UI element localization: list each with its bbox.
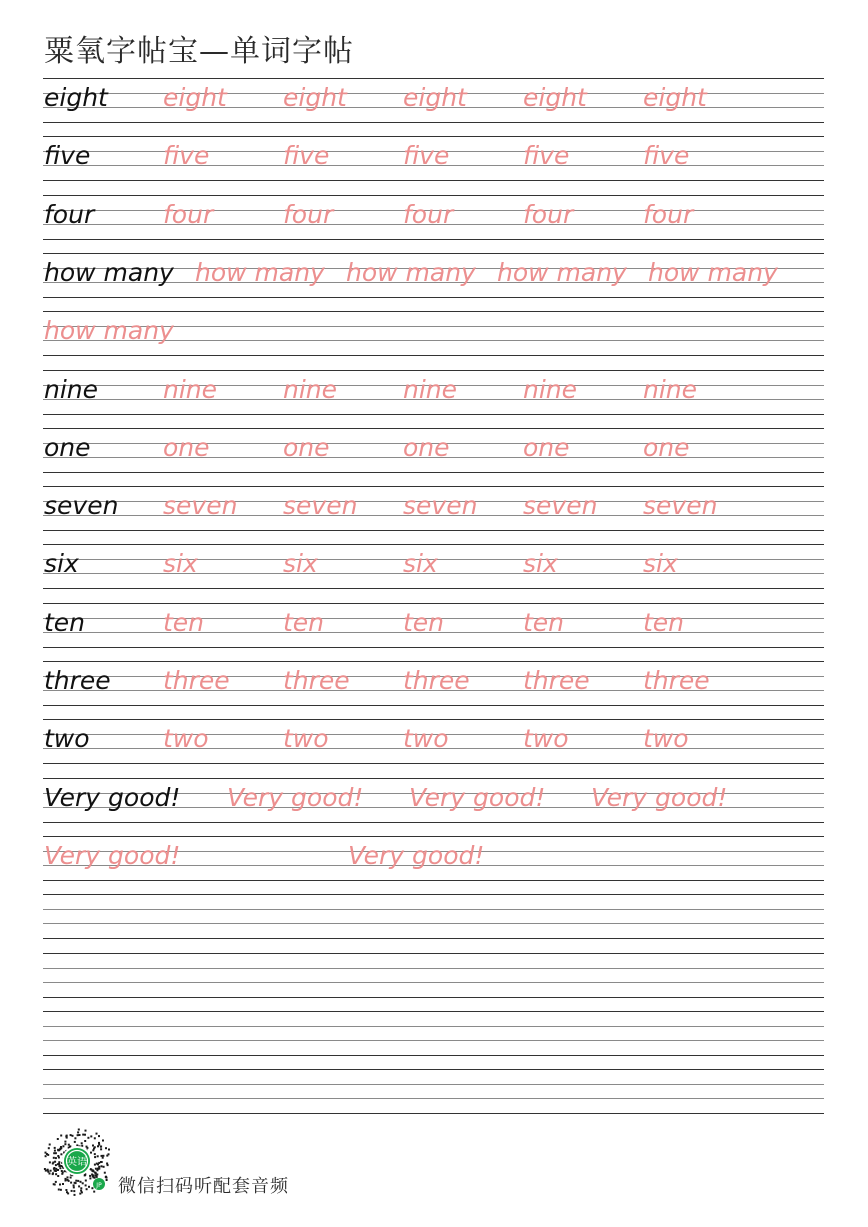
ruled-line: [43, 836, 824, 837]
ruled-line: [43, 195, 824, 196]
practice-word: three: [44, 666, 111, 695]
ruled-line: [43, 486, 824, 487]
practice-word: nine: [44, 374, 99, 404]
practice-word: ten: [44, 607, 86, 637]
ruled-line: [43, 414, 824, 415]
footer-caption: 微信扫码听配套音频: [118, 1176, 289, 1197]
trace-word: seven: [523, 491, 598, 521]
trace-word: five: [283, 141, 330, 171]
trace-word: six: [643, 549, 678, 579]
trace-word: Very good!: [348, 840, 485, 870]
ruled-line: [43, 982, 824, 983]
trace-word: seven: [283, 491, 358, 521]
trace-word: three: [283, 666, 350, 695]
ruled-line: [43, 880, 824, 881]
trace-word: how many: [195, 257, 325, 287]
trace-word: seven: [643, 491, 718, 521]
trace-word: three: [403, 666, 470, 695]
trace-word: six: [163, 549, 198, 579]
trace-word: Very good!: [591, 782, 728, 812]
ruled-line: [43, 472, 824, 473]
ruled-line: [43, 1055, 824, 1056]
trace-word: eight: [163, 83, 227, 112]
ruled-line: [43, 136, 824, 137]
trace-word: two: [283, 724, 329, 754]
ruled-line: [43, 544, 824, 545]
trace-word: four: [403, 199, 454, 229]
trace-word: six: [283, 549, 318, 579]
trace-word: ten: [163, 607, 205, 637]
trace-word: eight: [283, 83, 347, 112]
ruled-line: [43, 953, 824, 954]
trace-word: five: [523, 141, 570, 171]
ruled-line: [43, 1113, 824, 1114]
ruled-line: [43, 1040, 824, 1041]
trace-word: one: [403, 432, 450, 462]
trace-word: five: [643, 141, 690, 171]
ruled-line: [43, 778, 824, 779]
trace-word: one: [523, 432, 570, 462]
practice-word: Very good!: [44, 782, 181, 812]
ruled-line: [43, 647, 824, 648]
ruled-line: [43, 705, 824, 706]
ruled-line: [43, 355, 824, 356]
ruled-line: [43, 938, 824, 939]
ruled-line: [43, 428, 824, 429]
ruled-line: [43, 78, 824, 79]
page-title: 粟氧字帖宝—单词字帖: [44, 34, 354, 69]
trace-word: three: [523, 666, 590, 695]
ruled-line: [43, 1026, 824, 1027]
trace-word: three: [643, 666, 710, 695]
trace-word: ten: [283, 607, 325, 637]
ruled-line: [43, 822, 824, 823]
ruled-line: [43, 1098, 824, 1099]
trace-word: Very good!: [409, 782, 546, 812]
trace-word: how many: [44, 316, 174, 346]
trace-word: Very good!: [44, 840, 181, 870]
practice-word: eight: [44, 83, 108, 112]
trace-word: four: [163, 199, 214, 229]
trace-word: nine: [523, 374, 578, 404]
practice-word: two: [44, 724, 90, 754]
ruled-line: [43, 588, 824, 589]
trace-word: how many: [648, 257, 778, 287]
ruled-line: [43, 311, 824, 312]
trace-word: two: [163, 724, 209, 754]
trace-word: ten: [643, 607, 685, 637]
qr-code-icon: [42, 1126, 112, 1196]
practice-word: four: [44, 199, 95, 229]
qr-sub-badge: JP: [96, 1182, 102, 1189]
ruled-line: [43, 661, 824, 662]
trace-word: eight: [523, 83, 587, 112]
ruled-line: [43, 1084, 824, 1085]
practice-word: five: [44, 141, 91, 171]
trace-word: ten: [403, 607, 445, 637]
ruled-line: [43, 894, 824, 895]
ruled-line: [43, 1011, 824, 1012]
practice-word: one: [44, 432, 91, 462]
trace-word: one: [643, 432, 690, 462]
ruled-line: [43, 253, 824, 254]
trace-word: six: [403, 549, 438, 579]
trace-word: nine: [283, 374, 338, 404]
ruled-line: [43, 763, 824, 764]
trace-word: nine: [643, 374, 698, 404]
trace-word: four: [523, 199, 574, 229]
ruled-line: [43, 180, 824, 181]
trace-word: two: [643, 724, 689, 754]
trace-word: Very good!: [227, 782, 364, 812]
trace-word: eight: [403, 83, 467, 112]
trace-word: ten: [523, 607, 565, 637]
ruled-line: [43, 122, 824, 123]
ruled-line: [43, 997, 824, 998]
trace-word: four: [643, 199, 694, 229]
ruled-line: [43, 909, 824, 910]
ruled-line: [43, 719, 824, 720]
ruled-line: [43, 923, 824, 924]
trace-word: eight: [643, 83, 707, 112]
trace-word: one: [283, 432, 330, 462]
trace-word: seven: [403, 491, 478, 521]
trace-word: four: [283, 199, 334, 229]
practice-word: seven: [44, 491, 119, 521]
ruled-line: [43, 968, 824, 969]
qr-code[interactable]: [42, 1126, 112, 1196]
ruled-line: [43, 239, 824, 240]
ruled-line: [43, 1069, 824, 1070]
trace-word: nine: [163, 374, 218, 404]
trace-word: nine: [403, 374, 458, 404]
trace-word: how many: [497, 257, 627, 287]
qr-badge-label: 英语: [67, 1157, 87, 1168]
ruled-line: [43, 297, 824, 298]
trace-word: five: [163, 141, 210, 171]
trace-word: two: [403, 724, 449, 754]
practice-word: how many: [44, 257, 174, 287]
trace-word: one: [163, 432, 210, 462]
trace-word: five: [403, 141, 450, 171]
ruled-line: [43, 603, 824, 604]
ruled-line: [43, 370, 824, 371]
practice-word: six: [44, 549, 79, 579]
trace-word: six: [523, 549, 558, 579]
ruled-line: [43, 530, 824, 531]
trace-word: how many: [346, 257, 476, 287]
trace-word: three: [163, 666, 230, 695]
trace-word: two: [523, 724, 569, 754]
trace-word: seven: [163, 491, 238, 521]
